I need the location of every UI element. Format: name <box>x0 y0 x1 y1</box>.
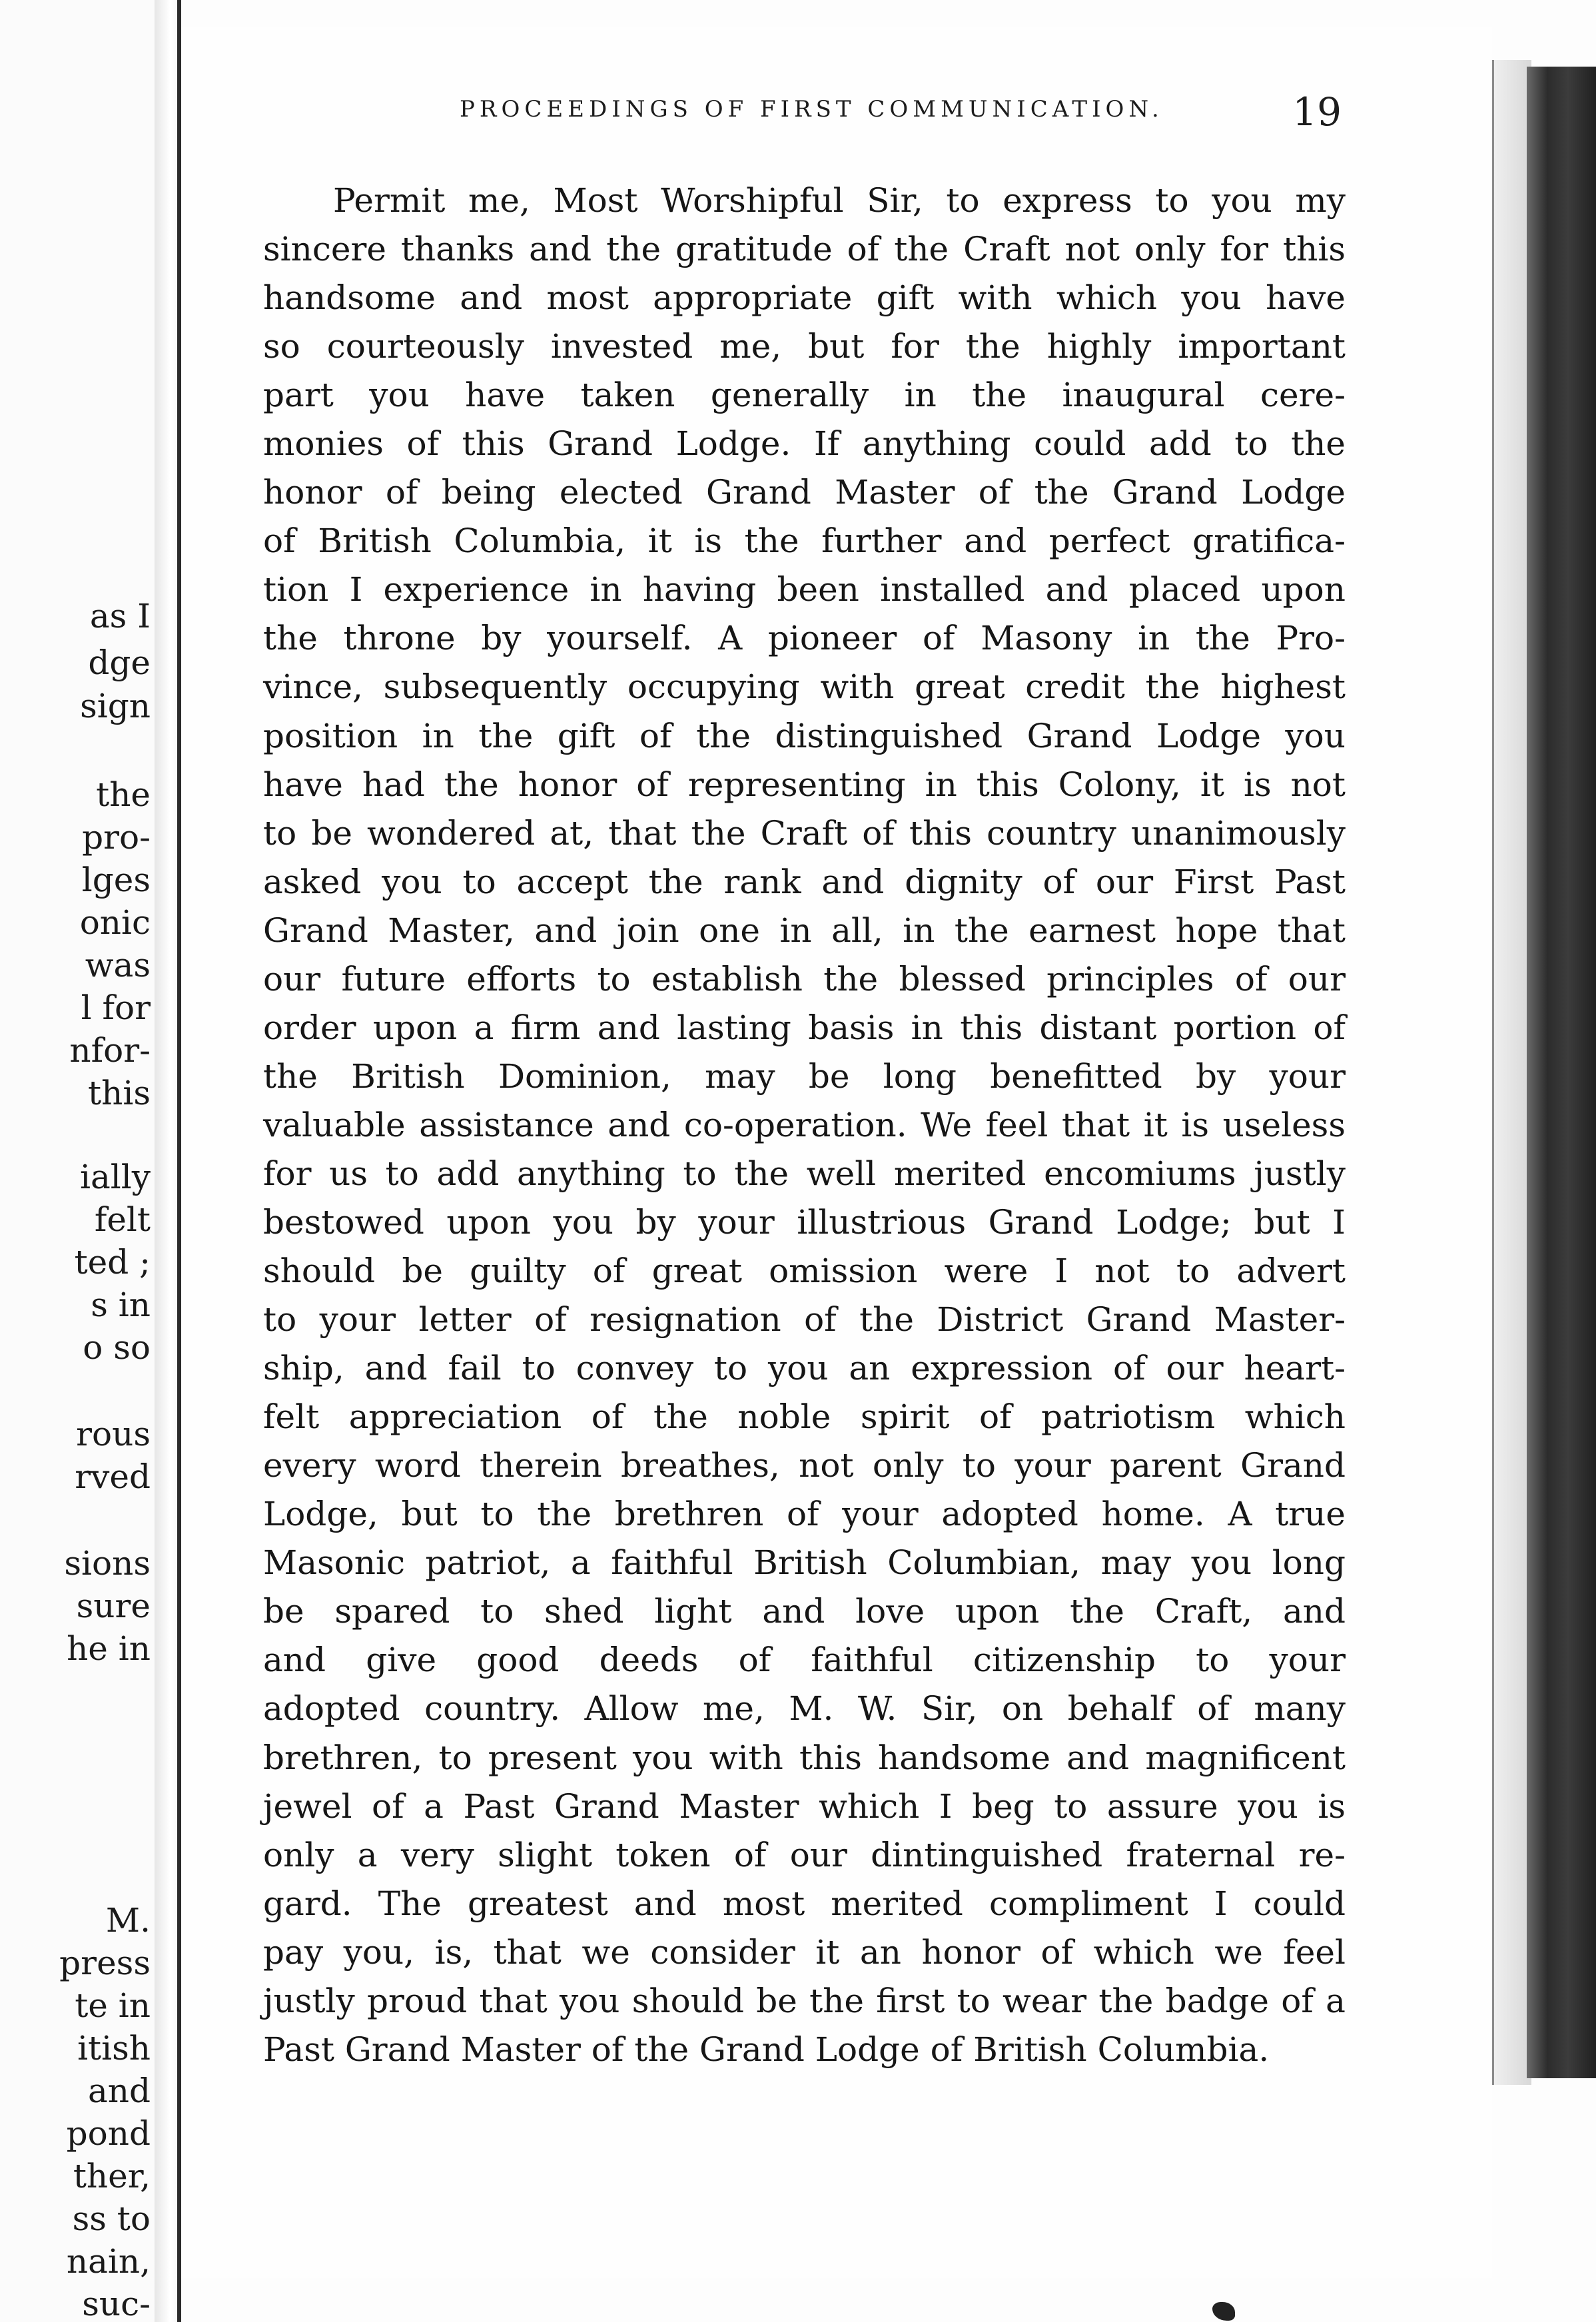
text-line: only a very slight token of our dintinguished fraternal re- <box>263 1835 1346 1874</box>
left-facing-page <box>0 0 155 2322</box>
left-fragment: te in <box>75 1986 151 2025</box>
text-line: brethren, to present you with this handsome and magnificent <box>263 1738 1346 1777</box>
text-line: honor of being elected Grand Master of the Grand Lodge <box>263 473 1346 512</box>
left-fragment: rous <box>76 1415 151 1453</box>
text-line: and give good deeds of faithful citizenship to your <box>263 1641 1346 1680</box>
text-line: jewel of a Past Grand Master which I beg to assure you is <box>263 1786 1346 1826</box>
ink-speck <box>1212 2302 1235 2321</box>
text-line: order upon a firm and lasting basis in this distant portion of <box>263 1008 1346 1047</box>
left-fragment: ially <box>79 1158 151 1196</box>
left-fragment: l for <box>81 988 151 1027</box>
text-line: Masonic patriot, a faithful British Columbian, may you long <box>263 1543 1346 1583</box>
left-fragment: and <box>87 2072 151 2110</box>
text-line: of British Columbia, it is the further and perfect gratifica- <box>263 522 1346 561</box>
page-edge-stack <box>1492 60 1531 2085</box>
text-line: Past Grand Master of the Grand Lodge of British Columbia. <box>263 2030 1270 2069</box>
left-fragment: nain, <box>66 2242 151 2281</box>
book-binding <box>1527 67 1596 2078</box>
left-fragment: s in <box>91 1286 151 1324</box>
left-fragment: ted ; <box>74 1243 151 1282</box>
text-line: for us to add anything to the well merited encomiums justly <box>263 1154 1346 1193</box>
left-fragment: pro- <box>82 818 151 857</box>
left-fragment: lges <box>81 861 151 899</box>
left-fragment: felt <box>94 1200 151 1239</box>
body-text <box>263 177 1346 2074</box>
left-fragment: pond <box>66 2114 151 2153</box>
text-line: to be wondered at, that the Craft of this country unanimously <box>263 813 1346 853</box>
text-line: valuable assistance and co-operation. We feel that it is useless <box>263 1105 1346 1144</box>
text-line: Permit me, Most Worshipful Sir, to express to you my <box>333 181 1346 220</box>
left-fragment: the <box>96 775 151 814</box>
left-fragment: dge <box>88 643 151 682</box>
text-line: position in the gift of the distinguished Grand Lodge you <box>263 716 1346 755</box>
left-fragment: ther, <box>73 2157 151 2195</box>
left-fragment: sions <box>64 1544 151 1583</box>
left-fragment: ss to <box>72 2199 151 2238</box>
left-fragment: was <box>85 946 151 984</box>
left-fragment: nfor- <box>69 1031 151 1070</box>
text-line: tion I experience in having been installed and placed upon <box>263 570 1346 609</box>
left-fragment: this <box>88 1074 151 1112</box>
text-line: gard. The greatest and most merited compliment I could <box>263 1884 1346 1923</box>
text-line: be spared to shed light and love upon the Craft, and <box>263 1592 1346 1631</box>
text-line: adopted country. Allow me, M. W. Sir, on behalf of many <box>263 1689 1346 1729</box>
left-fragment: suc- <box>82 2285 151 2322</box>
text-line: Grand Master, and join one in all, in the earnest hope that <box>263 911 1346 950</box>
text-line: pay you, is, that we consider it an honor of which we feel <box>263 1932 1346 1972</box>
left-fragment: itish <box>77 2029 151 2068</box>
left-fragment: sure <box>76 1587 151 1625</box>
left-page-text-fragments <box>0 0 155 2322</box>
text-line: part you have taken generally in the inaugural cere- <box>263 376 1346 415</box>
left-fragment: press <box>59 1944 151 1982</box>
left-fragment: as I <box>89 597 151 635</box>
text-line: felt appreciation of the noble spirit of patriotism which <box>263 1397 1346 1437</box>
text-line: have had the honor of representing in this Colony, it is not <box>263 765 1346 804</box>
text-line: our future efforts to establish the blessed principles of our <box>263 959 1346 998</box>
left-fragment: o so <box>83 1328 151 1367</box>
text-line: to your letter of resignation of the District Grand Master- <box>263 1300 1346 1340</box>
text-line: should be guilty of great omission were I not to advert <box>263 1252 1346 1291</box>
text-line: so courteously invested me, but for the highly important <box>263 327 1346 366</box>
text-line: bestowed upon you by your illustrious Grand Lodge; but I <box>263 1202 1346 1242</box>
page-number: 19 <box>1292 89 1342 135</box>
running-head: PROCEEDINGS OF FIRST COMMUNICATION. <box>460 96 1164 123</box>
text-line: the British Dominion, may be long benefitted by your <box>263 1056 1346 1096</box>
left-fragment: onic <box>79 903 151 942</box>
text-line: asked you to accept the rank and dignity of our First Past <box>263 862 1346 901</box>
left-fragment: rved <box>75 1457 151 1496</box>
text-line: Lodge, but to the brethren of your adopted home. A true <box>263 1495 1346 1534</box>
page-header <box>280 89 1346 147</box>
text-line: ship, and fail to convey to you an expression of our heart- <box>263 1349 1346 1388</box>
text-line: sincere thanks and the gratitude of the Craft not only for this <box>263 230 1346 269</box>
text-line: every word therein breathes, not only to your parent Grand <box>263 1446 1346 1485</box>
text-line: the throne by yourself. A pioneer of Masony in the Pro- <box>263 619 1346 658</box>
left-fragment: sign <box>80 687 151 725</box>
text-line: handsome and most appropriate gift with which you have <box>263 278 1346 318</box>
left-fragment: he in <box>67 1629 151 1668</box>
text-line: monies of this Grand Lodge. If anything could add to the <box>263 424 1346 464</box>
text-line: vince, subsequently occupying with great credit the highest <box>263 667 1346 707</box>
gutter <box>155 0 180 2322</box>
text-line: justly proud that you should be the first to wear the badge of a <box>263 1981 1346 2020</box>
left-fragment: M. <box>105 1901 151 1940</box>
